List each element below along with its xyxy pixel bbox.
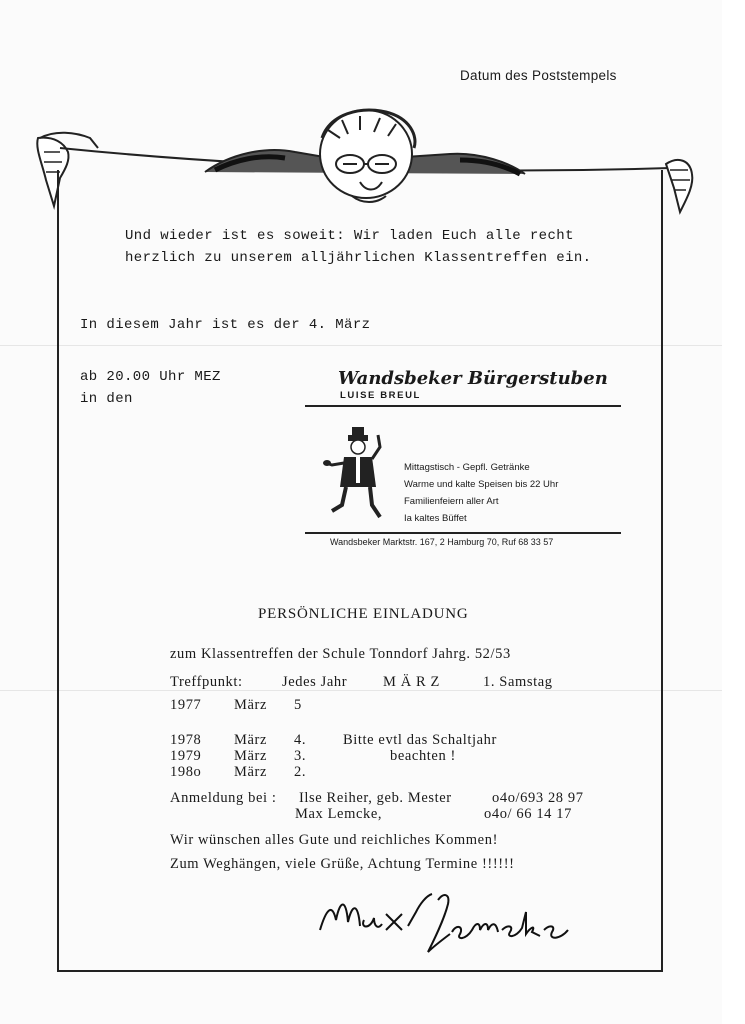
schedule-day: 4.	[294, 732, 307, 748]
invitation-subtitle: zum Klassentreffen der Schule Tonndorf Jahrg. 52/53	[170, 646, 511, 662]
venue-address: Wandsbeker Marktstr. 167, 2 Hamburg 70, Ruf 68 33 57	[330, 537, 554, 547]
schedule-month: März	[234, 697, 267, 713]
meeting-label: Treffpunkt:	[170, 674, 243, 690]
event-date-line: In diesem Jahr ist es der 4. März	[80, 317, 371, 333]
intro-line-2: herzlich zu unserem alljährlichen Klassentreffen ein.	[125, 250, 592, 266]
waiter-figure-icon	[322, 425, 394, 525]
venue-bottom-rule	[305, 532, 621, 534]
registration-label: Anmeldung bei :	[170, 790, 277, 806]
registration-contact-2-name: Max Lemcke,	[295, 806, 383, 822]
in-den-text: in den	[80, 391, 133, 407]
postmark-date: Datum des Poststempels	[460, 68, 617, 83]
event-time-line: ab 20.00 Uhr MEZ	[80, 369, 221, 385]
registration-contact-1-name: Ilse Reiher, geb. Mester	[299, 790, 452, 806]
intro-line-1: Und wieder ist es soweit: Wir laden Euch alle recht	[125, 228, 574, 244]
venue-service-item: Ia kaltes Büffet	[404, 513, 467, 524]
schedule-month: März	[234, 764, 267, 780]
schedule-year: 198o	[170, 764, 202, 780]
schedule-day: 3.	[294, 748, 307, 764]
schedule-month: März	[234, 748, 267, 764]
meeting-every-year: Jedes Jahr	[282, 674, 348, 690]
meeting-day: 1. Samstag	[483, 674, 553, 690]
schedule-month: März	[234, 732, 267, 748]
venue-name: Wandsbeker Bürgerstuben	[338, 368, 608, 389]
registration-contact-2-phone: o4o/ 66 14 17	[484, 806, 572, 822]
paper-edge	[722, 0, 745, 1024]
venue-service-item: Warme und kalte Speisen bis 22 Uhr	[404, 479, 559, 490]
leap-year-note-1: Bitte evtl das Schaltjahr	[343, 732, 497, 748]
closing-line-1: Wir wünschen alles Gute und reichliches Kommen!	[170, 832, 498, 848]
schedule-day: 2.	[294, 764, 307, 780]
venue-service-item: Mittagstisch - Gepfl. Getränke	[404, 462, 530, 473]
meeting-month: M Ä R Z	[383, 674, 440, 690]
closing-line-2: Zum Weghängen, viele Grüße, Achtung Termine !!!!!!	[170, 856, 515, 872]
schedule-year: 1978	[170, 732, 202, 748]
registration-contact-1-phone: o4o/693 28 97	[492, 790, 584, 806]
venue-top-rule	[305, 405, 621, 407]
invitation-title: PERSÖNLICHE EINLADUNG	[258, 606, 469, 622]
leap-year-note-2: beachten !	[390, 748, 456, 764]
handwritten-signature	[316, 890, 576, 960]
venue-owner: LUISE BREUL	[340, 390, 421, 401]
schedule-year: 1979	[170, 748, 202, 764]
sheet-frame	[57, 170, 663, 972]
schedule-day: 5	[294, 697, 302, 713]
venue-services	[404, 459, 558, 527]
schedule-year: 1977	[170, 697, 202, 713]
venue-service-item: Familienfeiern aller Art	[404, 496, 499, 507]
